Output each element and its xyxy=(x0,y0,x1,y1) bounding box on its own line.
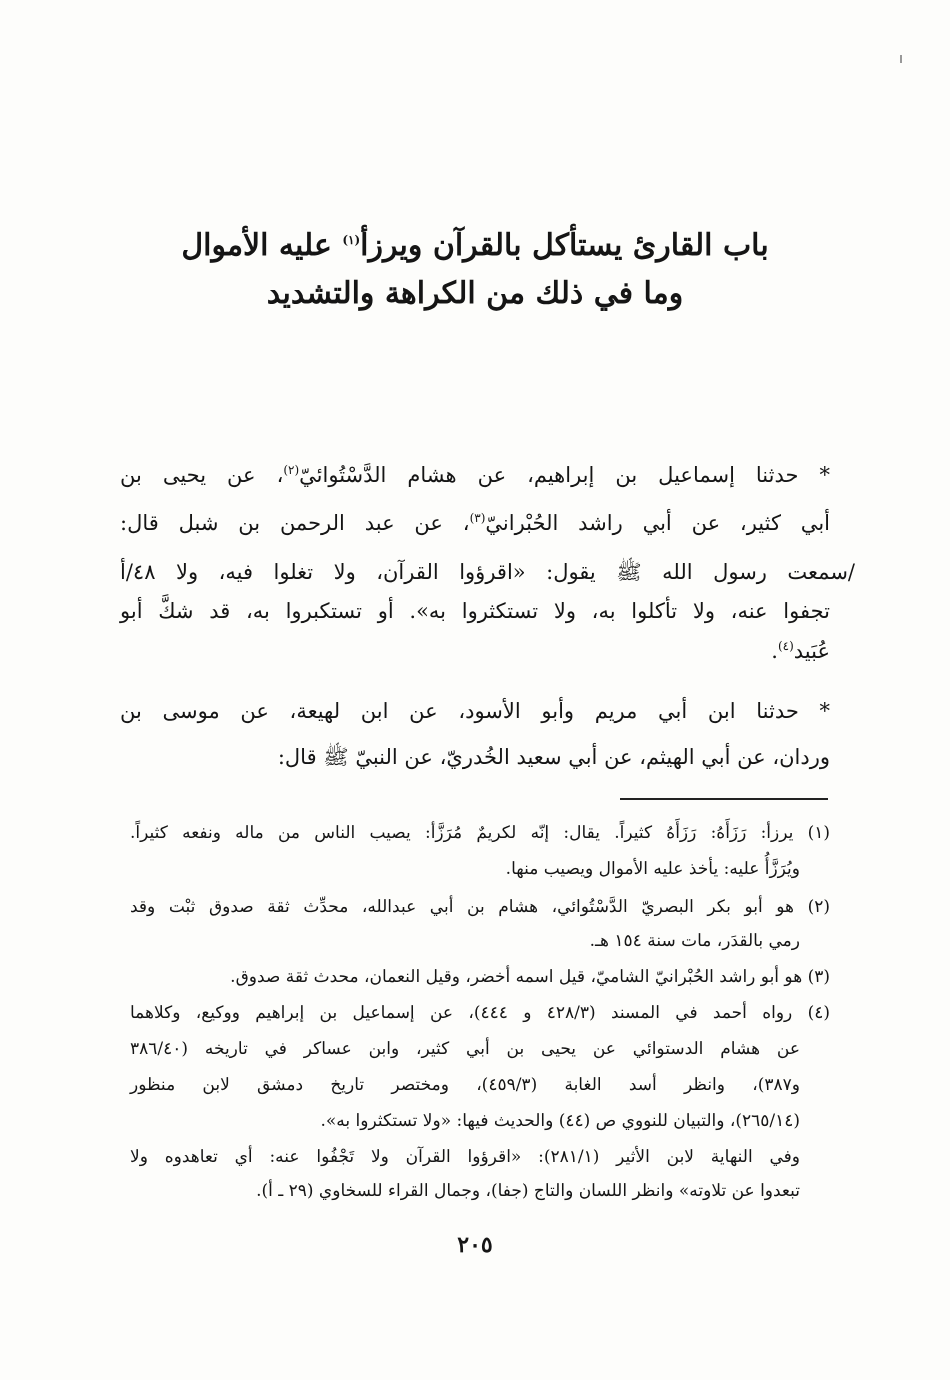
footnote-4-line-3: و٣٨٧)، وانظر أسد الغابة (٤٥٩/٣)، ومختصر تاريخ دمشق لابن منظور xyxy=(130,1075,800,1095)
footnote-2-line-1: (٢) هو أبو بكر البصريّ الدَّسْتُوائي، هشام بن أبي عبدالله، محدِّث ثقة صدوق ثبْت وقد xyxy=(130,897,830,917)
footnote-ref-4[interactable]: (٤) xyxy=(777,639,794,653)
body-text: * حدثنا إسماعيل بن إبراهيم، عن هشام الدَّسْتُوائيّ xyxy=(299,463,830,487)
page-number: ٢٠٥ xyxy=(457,1232,493,1258)
paragraph-3-line-1: * حدثنا ابن أبي مريم وأبو الأسود، عن ابن لهيعة، عن موسى بن xyxy=(120,699,830,723)
title-text: باب القارئ يستأكل بالقرآن ويرزأ xyxy=(360,228,769,263)
body-text: عُبَيد xyxy=(793,639,830,663)
paragraph-2-line-1: /سمعت رسول الله ﷺ يقول: «اقرؤوا القرآن، ولا تغلوا فيه، ولا ٤٨/أ xyxy=(120,560,855,584)
footnote-1-line-2: ويُرَزَّأُ عليه: يأخذ عليه الأموال ويصيب منها. xyxy=(505,859,800,879)
footnote-2-line-2: رمي بالقدَر، مات سنة ١٥٤ هـ. xyxy=(589,931,800,951)
chapter-title-line-2: وما في ذلك من الكراهة والتشديد xyxy=(266,276,684,311)
title-text: عليه الأموال xyxy=(181,228,343,263)
footnote-ref-3[interactable]: (٣) xyxy=(469,511,486,525)
footnote-ref-2[interactable]: (٢) xyxy=(283,463,300,477)
body-text: أبي كثير، عن أبي راشد الحُبْرانيّ xyxy=(485,511,830,535)
footnote-4-line-2: عن هشام الدستوائي عن يحيى بن أبي كثير، وابن عساكر في تاريخه (٣٨٦/٤٠ xyxy=(130,1039,800,1059)
footnote-4-line-4: (٢٦٥/١٤)، والتبيان للنووي ص (٤٤) والحديث فيها: «ولا تستكثروا به». xyxy=(320,1111,800,1131)
footnote-4-line-5: وفي النهاية لابن الأثير (٢٨١/١): «اقرؤوا القرآن ولا تَجْفُوا عنه: أي تعاهدوه ولا xyxy=(130,1147,800,1167)
paragraph-1-line-1 xyxy=(120,460,830,490)
chapter-title-line-1 xyxy=(120,222,830,270)
scan-mark xyxy=(900,55,902,63)
footnote-3-line-1: (٣) هو أبو راشد الحُبْرانيّ الشاميّ، قيل اسمه أخضر، وقيل النعمان، محدث ثقة صدوق. xyxy=(230,967,830,987)
footnote-1-line-1: (١) يرزأ: رَزَأَهُ: رَزَأَهُ كثيراً. يقال: إنّه لكريمٌ مُرَزَّأ: يصيب الناس من ماله ونفعه كثيراً. xyxy=(130,823,830,843)
footnote-4-line-1: (٤) رواه أحمد في المسند (٤٢٨/٣ و ٤٤٤)، عن إسماعيل بن إبراهيم ووكيع، وكلاهما xyxy=(130,1003,830,1023)
footnote-separator xyxy=(620,798,828,800)
footnote-4-line-6: تبعدوا عن تلاوته» وانظر اللسان والتاج (جفا)، وجمال القراء للسخاوي (٢٩ ـ أ). xyxy=(256,1181,800,1201)
paragraph-1-line-2 xyxy=(120,508,830,538)
body-text: ، عن عبد الرحمن بن شبل قال: xyxy=(120,511,470,535)
paragraph-3-line-2: وردان، عن أبي الهيثم، عن أبي سعيد الخُدريّ، عن النبيّ ﷺ قال: xyxy=(277,745,830,769)
body-text: ، عن يحيى بن xyxy=(120,463,284,487)
footnote-ref-1[interactable]: (١) xyxy=(342,233,361,247)
paragraph-2-line-3 xyxy=(120,636,830,666)
body-text: . xyxy=(771,639,778,663)
paragraph-2-line-2: تجفوا عنه، ولا تأكلوا به، ولا تستكثروا به». أو تستكبروا به، قد شكَّ أبو xyxy=(120,599,830,623)
